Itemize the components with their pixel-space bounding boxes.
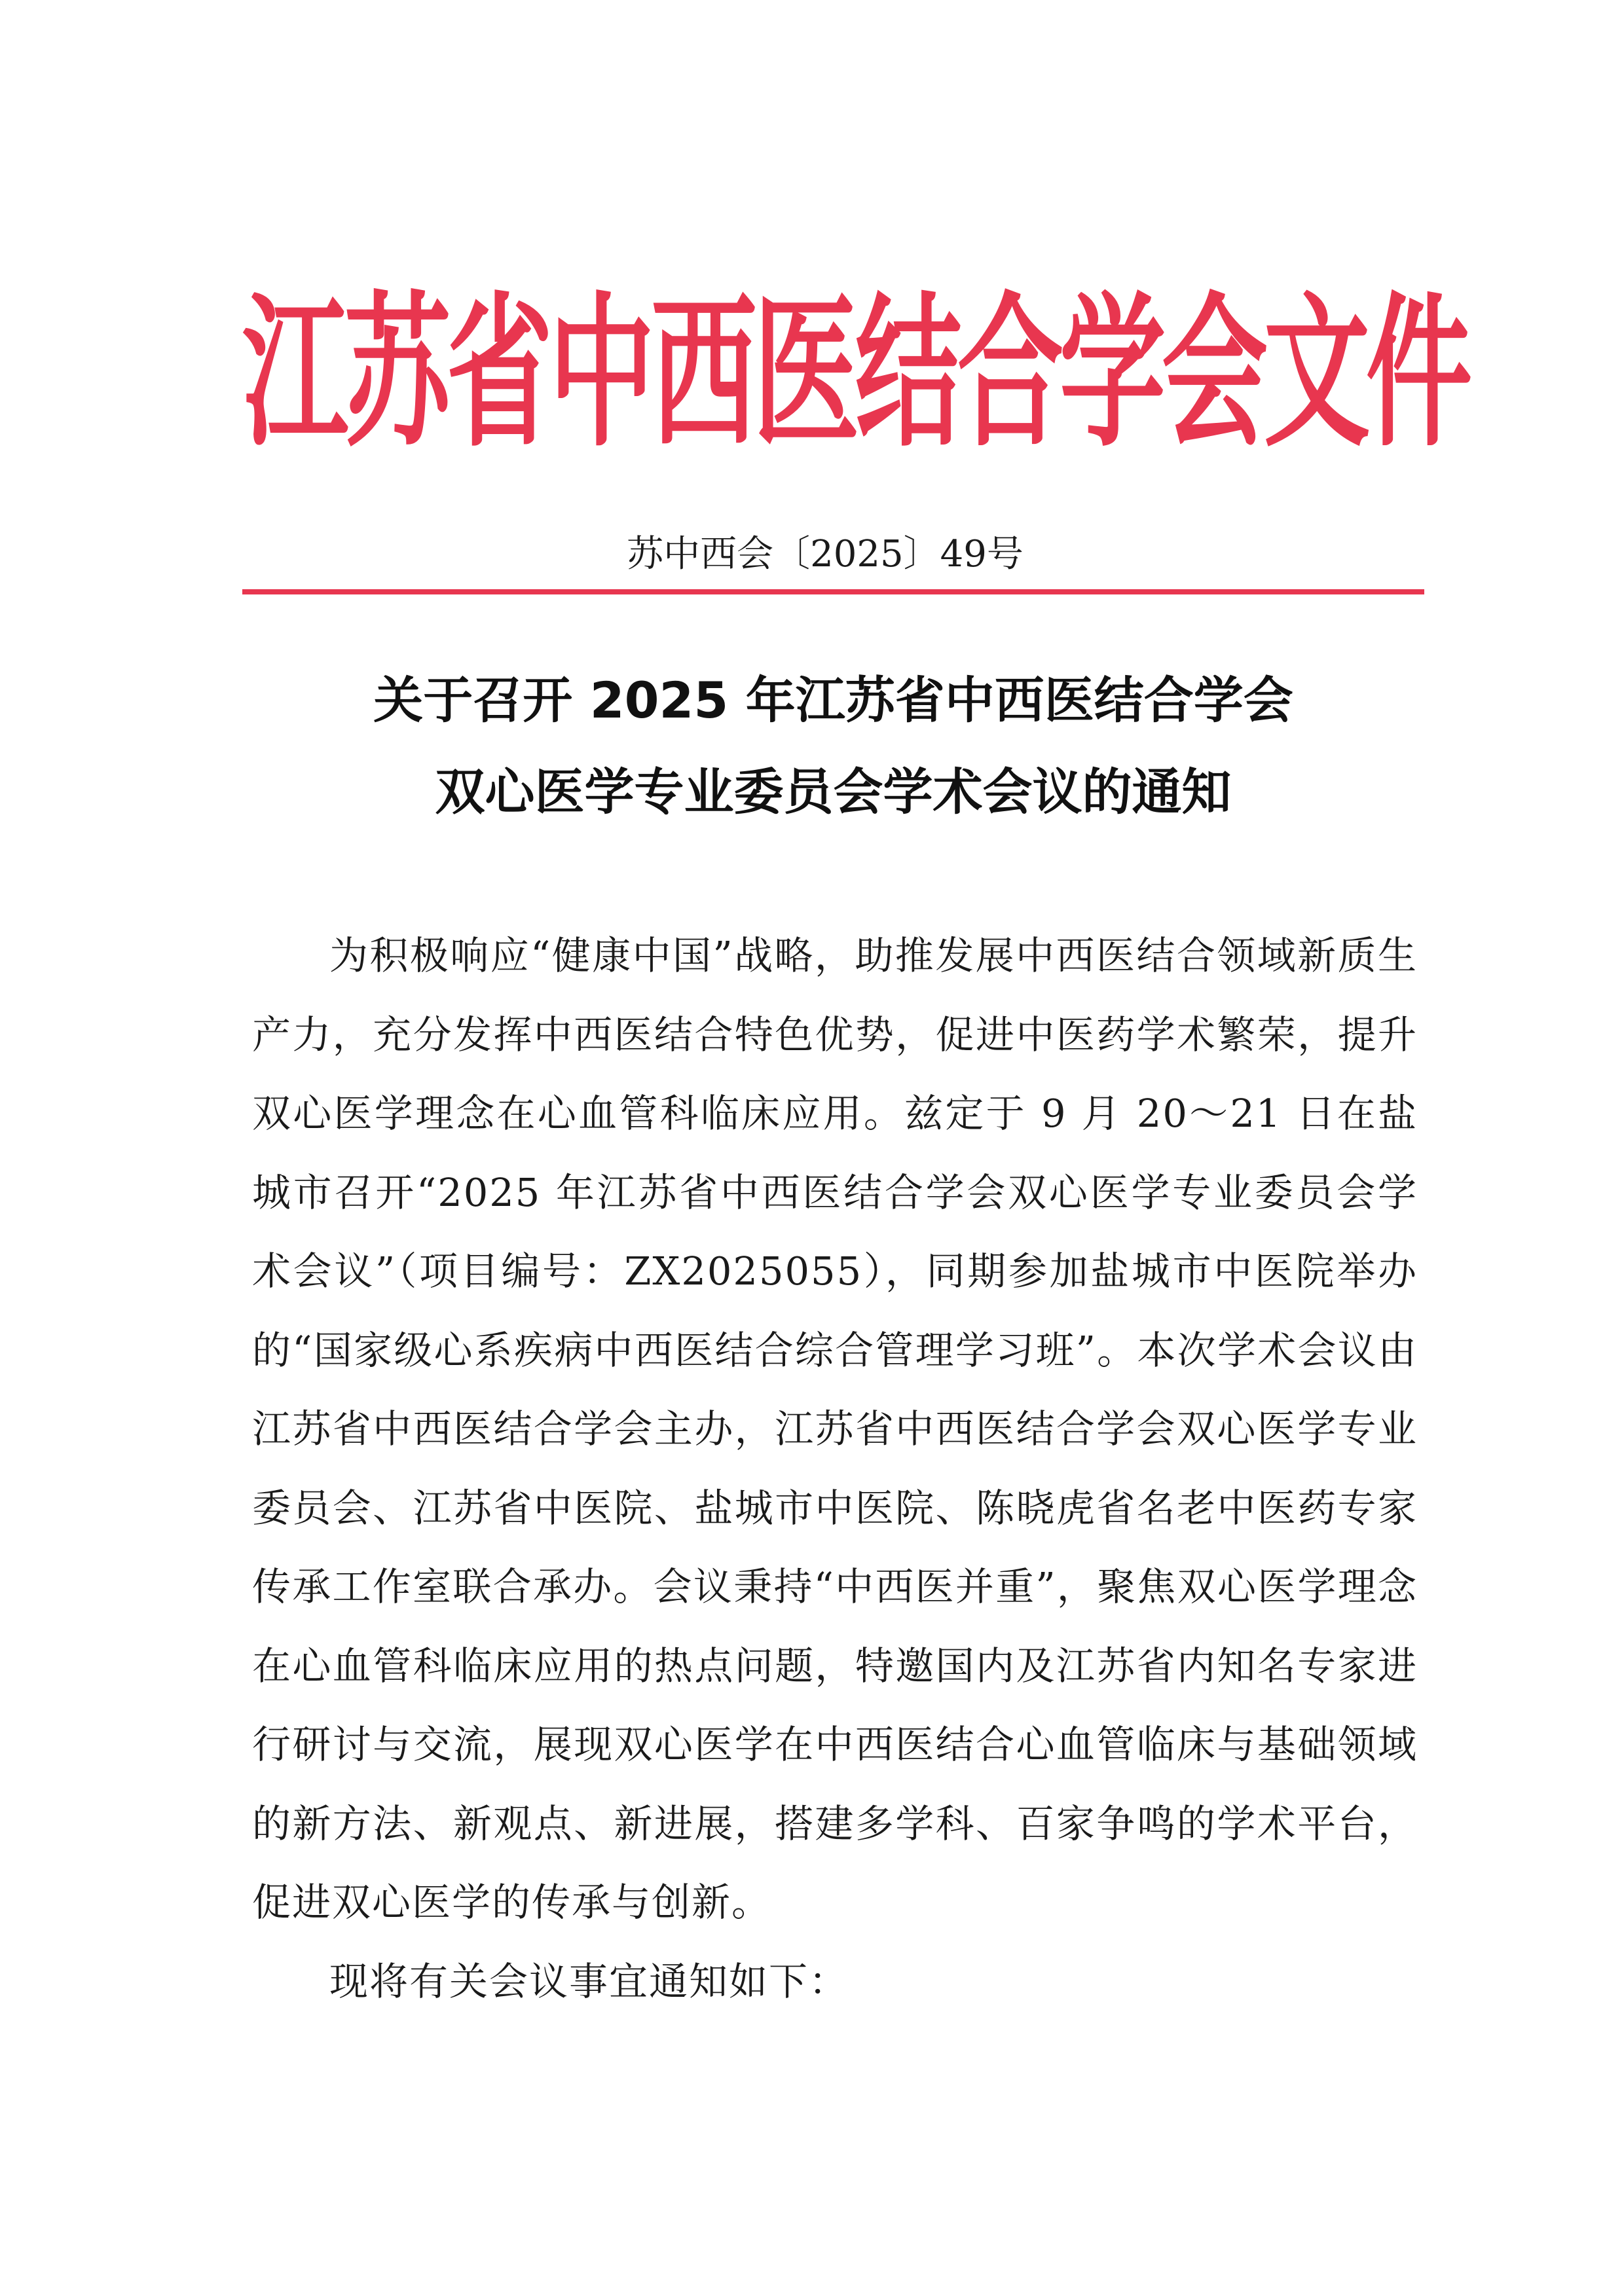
notice-title-line-2: 双心医学专业委员会学术会议的通知 xyxy=(435,763,1232,821)
notice-body xyxy=(252,917,1418,2021)
body-paragraph-intro: 为积极响应“健康中国”战略，助推发展中西医结合领域新质生产力，充分发挥中西医结合特色优势，促进中医药学术繁荣，提升双心医学理念在心血管科临床应用。兹定于 9 月 20～21 日在盐城市召开“2025 年江苏省中西医结合学会双心医学专业委员会学术会议”（项目编号：ZX2025055），同期参加盐城市中医院举办的“国家级心系疾病中西医结合综合管理学习班”。本次学术会议由江苏省中西医结合学会主办，江苏省中西医结合学会双心医学专业委员会、江苏省中医院、盐城市中医院、陈晓虎省名老中医药专家传承工作室联合承办。会议秉持“中西医并重”，聚焦双心医学理念在心血管科临床应用的热点问题，特邀国内及江苏省内知名专家进行研讨与交流，展现双心医学在中西医结合心血管临床与基础领域的新方法、新观点、新进展，搭建多学科、百家争鸣的学术平台，促进双心医学的传承与创新。 xyxy=(252,933,1418,1925)
document-number: 苏中西会〔2025〕49号 xyxy=(627,533,1024,575)
body-paragraph-lead-in: 现将有关会议事宜通知如下： xyxy=(329,1958,849,2004)
notice-title xyxy=(242,655,1424,838)
organization-header-title: 江苏省中西医结合学会文件 xyxy=(242,276,1468,470)
red-divider-rule xyxy=(242,589,1424,594)
notice-title-line-1: 关于召开 2025 年江苏省中西医结合学会 xyxy=(373,671,1293,729)
